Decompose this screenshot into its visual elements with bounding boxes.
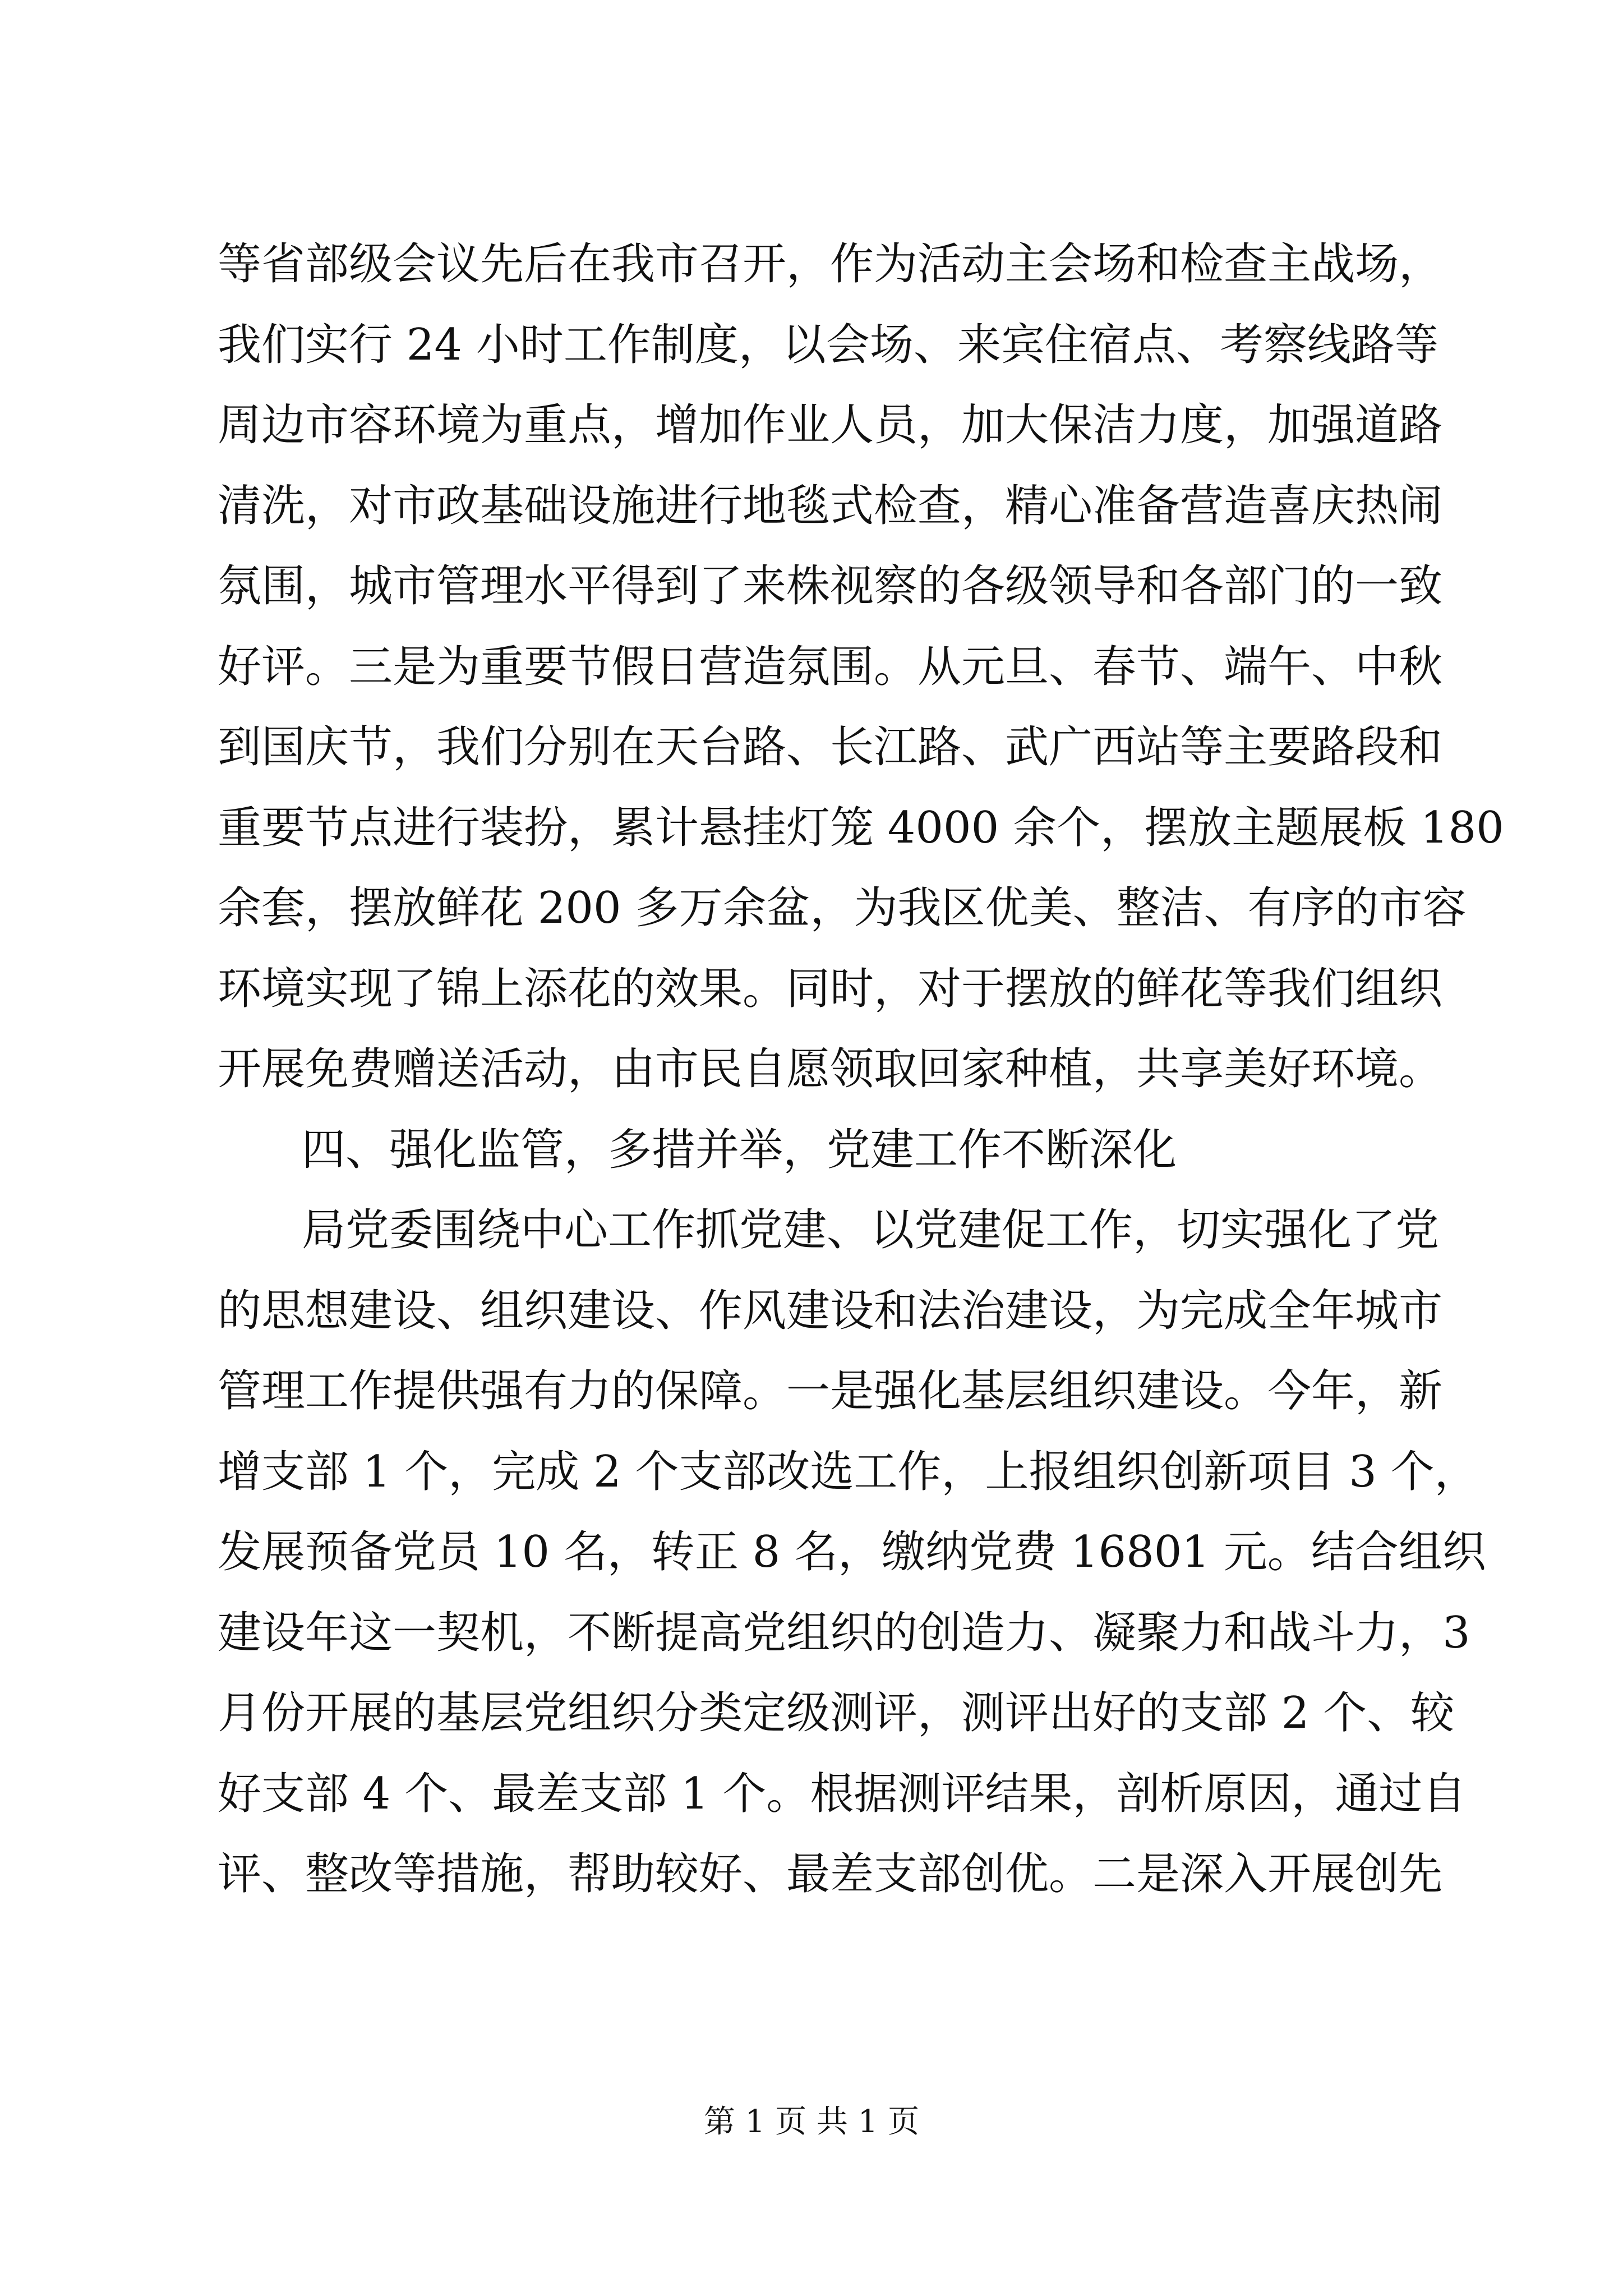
section-heading: 四、强化监管，多措并举，党建工作不断深化 [302,1124,1177,1175]
text-line: 评、整改等措施，帮助较好、最差支部创优。二是深入开展创先 [218,1849,1443,1899]
text-line: 好评。三是为重要节假日营造氛围。从元旦、春节、端午、中秋 [218,641,1443,692]
text-line: 管理工作提供强有力的保障。一是强化基层组织建设。今年，新 [218,1366,1443,1416]
text-line: 清洗，对市政基础设施进行地毯式检查，精心准备营造喜庆热闹 [218,480,1443,531]
page-number: 第 1 页 共 1 页 [703,2104,920,2140]
page-footer [0,2097,1623,2142]
text-line: 等省部级会议先后在我市召开，作为活动主会场和检查主战场， [218,239,1443,289]
text-line: 到国庆节，我们分别在天台路、长江路、武广西站等主要路段和 [218,722,1443,772]
text-line: 环境实现了锦上添花的效果。同时，对于摆放的鲜花等我们组织 [218,963,1443,1014]
text-line: 我们实行 24 小时工作制度，以会场、来宾住宿点、考察线路等 [218,319,1438,370]
text-line: 氛围，城市管理水平得到了来株视察的各级领导和各部门的一致 [218,561,1443,611]
text-line: 月份开展的基层党组织分类定级测评，测评出好的支部 2 个、较 [218,1688,1455,1738]
text-line: 的思想建设、组织建设、作风建设和法治建设，为完成全年城市 [218,1285,1443,1336]
body-text [218,224,1504,1915]
text-line: 发展预备党员 10 名，转正 8 名，缴纳党费 16801 元。结合组织 [218,1527,1486,1577]
text-line: 周边市容环境为重点，增加作业人员，加大保洁力度，加强道路 [218,400,1443,450]
text-line: 余套，摆放鲜花 200 多万余盆，为我区优美、整洁、有序的市容 [218,883,1467,933]
text-line: 开展免费赠送活动，由市民自愿领取回家种植，共享美好环境。 [218,1044,1443,1094]
text-line: 增支部 1 个，完成 2 个支部改选工作，上报组织创新项目 3 个， [218,1446,1478,1497]
text-line: 好支部 4 个、最差支部 1 个。根据测评结果，剖析原因，通过自 [218,1768,1467,1819]
text-line: 重要节点进行装扮，累计悬挂灯笼 4000 余个，摆放主题展板 180 [218,802,1504,853]
text-line: 局党委围绕中心工作抓党建、以党建促工作，切实强化了党 [302,1205,1440,1255]
text-line: 建设年这一契机，不断提高党组织的创造力、凝聚力和战斗力，3 [218,1607,1470,1658]
